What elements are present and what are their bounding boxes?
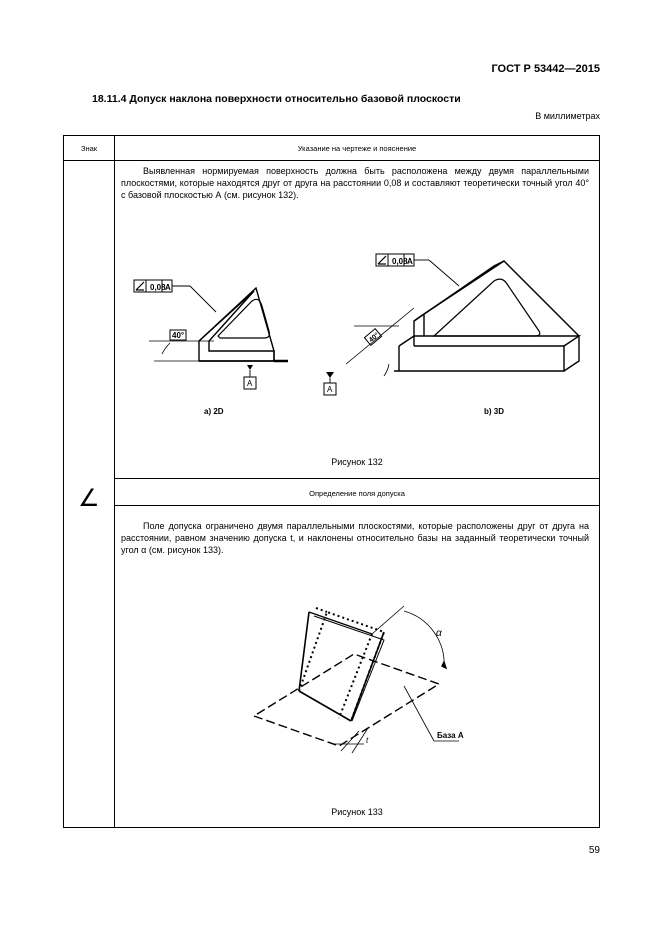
figure-133-drawing xyxy=(114,596,600,771)
base-label: База А xyxy=(437,731,464,740)
header-description: Указание на чертеже и пояснение xyxy=(297,144,417,153)
datum-ref-3d: A xyxy=(407,257,413,266)
datum-label-2d: A xyxy=(247,379,253,388)
view-3d-label: b) 3D xyxy=(484,407,504,416)
tolerance-zone-planes xyxy=(254,606,459,753)
figure-132-drawing xyxy=(114,236,600,426)
t-label: t xyxy=(366,736,369,745)
tolerance-zone-paragraph: Поле допуска ограничено двумя параллельными плоскостями, которые расположены друг от друга на расстоянии, равном значению допуска t, и наклонены относительно базы на заданный теоретически точный угол α (см. рисунок 133). xyxy=(121,521,589,555)
datum-label-3d: A xyxy=(327,385,333,394)
tolerance-table xyxy=(63,135,600,828)
alpha-label: α xyxy=(436,628,442,639)
view-3d xyxy=(324,254,579,426)
figure-132-caption: Рисунок 132 xyxy=(331,457,383,467)
view-2d xyxy=(134,280,288,389)
figure-133-caption: Рисунок 133 xyxy=(331,807,383,817)
standard-number: ГОСТ Р 53442—2015 xyxy=(491,63,600,75)
tolerance-zone-subheader: Определение поля допуска xyxy=(309,489,405,498)
header-divider xyxy=(64,160,599,161)
page-number: 59 xyxy=(588,845,600,856)
units-note: В миллиметрах xyxy=(535,111,600,121)
explanation-paragraph: Выявленная нормируемая поверхность должна быть расположена между двумя параллельными плоскостями, которые находятся друг от друга на расстоянии 0,08 и составляют теоретически точный угол 40° с базовой плоскостью А (см. рисунок 132). xyxy=(121,166,589,200)
tolerance-value-2d: 0,08 xyxy=(150,283,166,292)
angularity-symbol-icon: ∠ xyxy=(78,485,100,512)
header-sign: Знак xyxy=(80,144,98,153)
tolerance-value-3d: 0,08 xyxy=(392,257,408,266)
row-divider-2 xyxy=(114,505,599,506)
row-divider-1 xyxy=(114,478,599,479)
section-title: 18.11.4 Допуск наклона поверхности относительно базовой плоскости xyxy=(92,93,461,105)
angle-3d: 40° xyxy=(367,331,381,345)
datum-ref-2d: A xyxy=(165,283,171,292)
view-2d-label: а) 2D xyxy=(204,407,224,416)
angle-2d: 40° xyxy=(172,331,185,340)
